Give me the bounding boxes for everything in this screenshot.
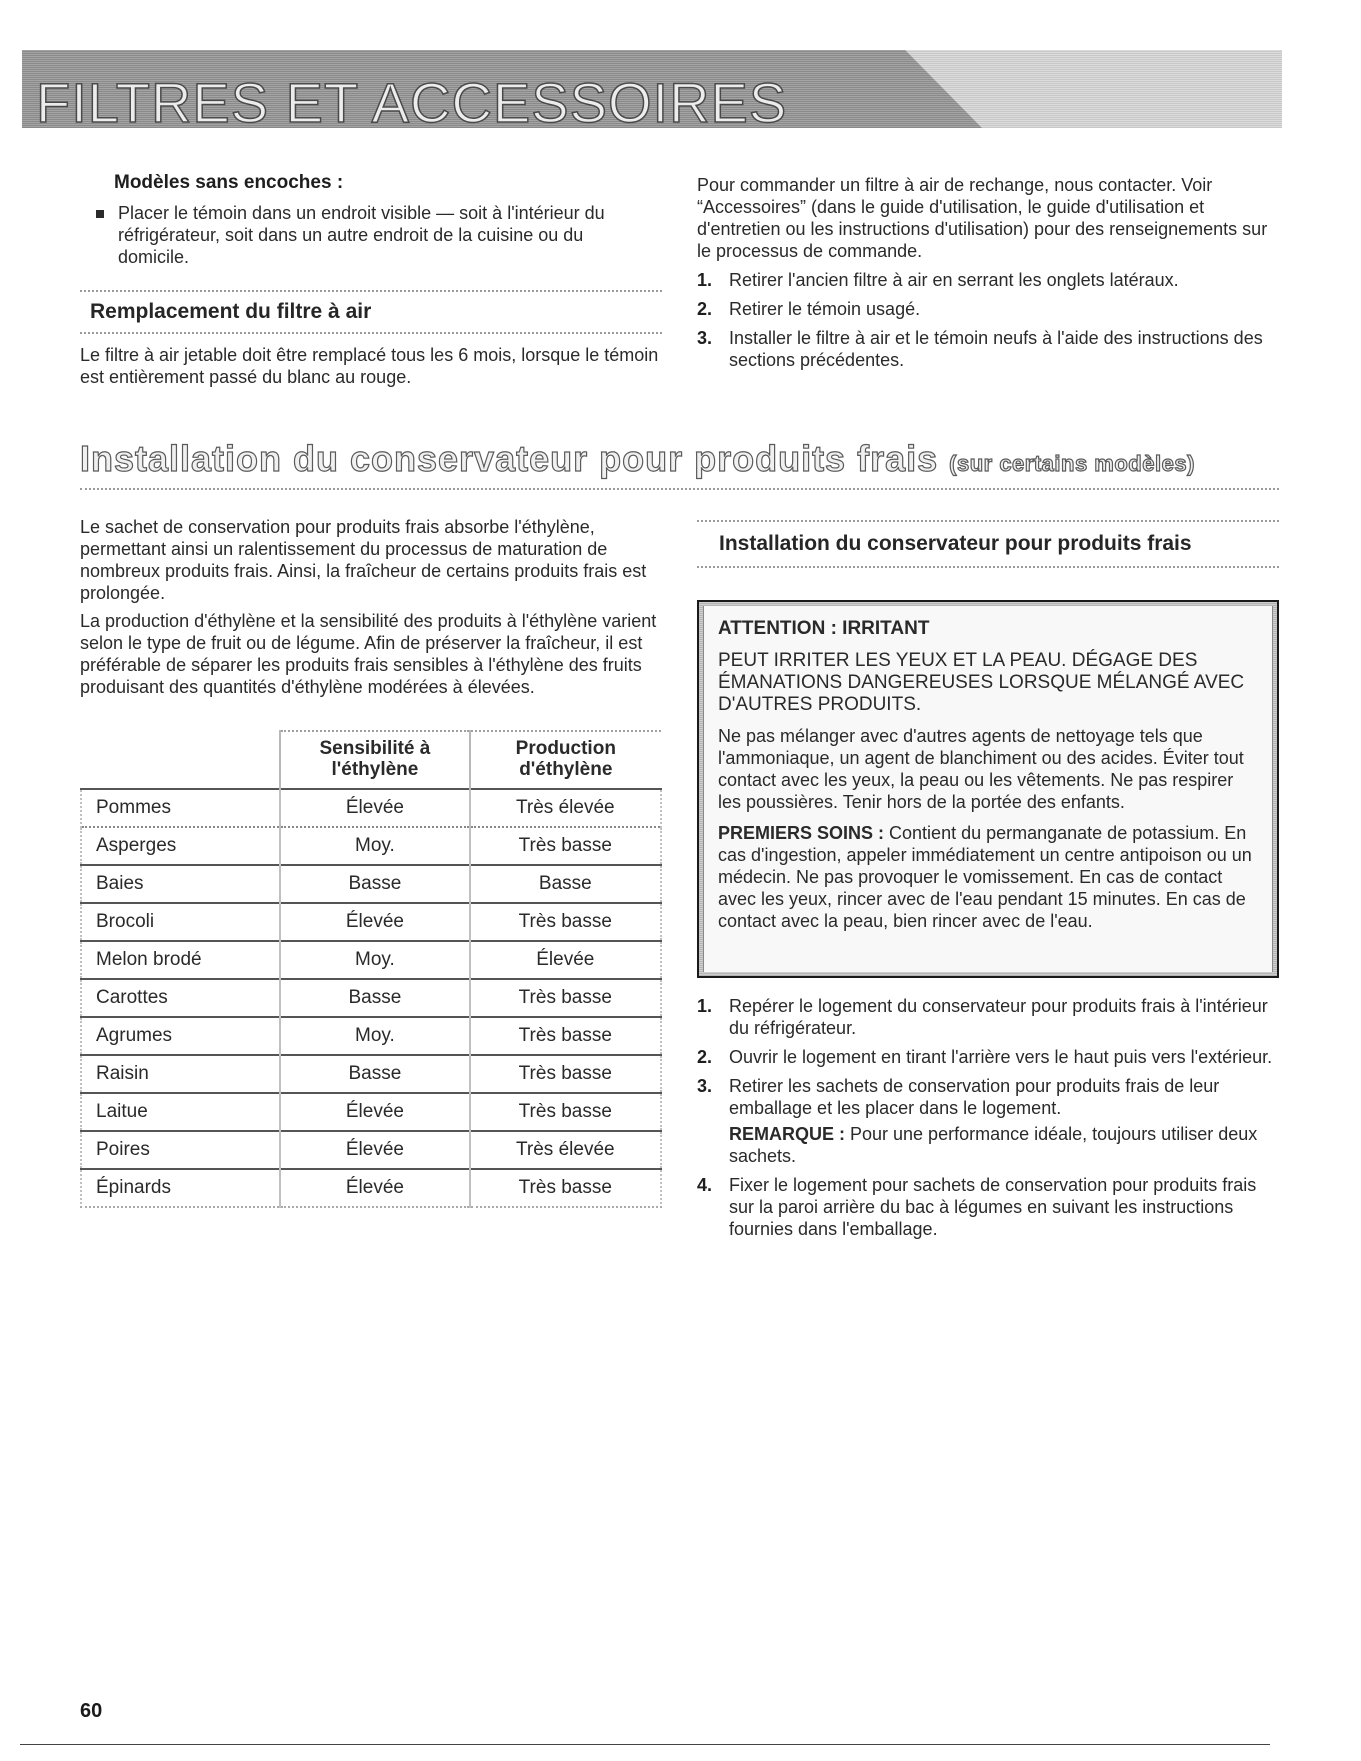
footer-rule bbox=[20, 1744, 1270, 1745]
table-cell: Agrumes bbox=[81, 1017, 280, 1055]
installation-steps-column bbox=[697, 988, 1279, 1240]
table-cell: Très basse bbox=[470, 903, 661, 941]
table-cell: Basse bbox=[470, 865, 661, 903]
step-text: Fixer le logement pour sachets de conservation pour produits frais sur la paroi arrière du bac à légumes en suivant les instructions fournies dans l'emballage. bbox=[729, 1175, 1257, 1239]
first-aid-text bbox=[718, 822, 1258, 932]
table-cell: Brocoli bbox=[81, 903, 280, 941]
first-aid-label: PREMIERS SOINS : bbox=[718, 823, 885, 843]
step-number: 1. bbox=[697, 270, 713, 290]
ethylene-paragraph-2: La production d'éthylène et la sensibilité des produits à l'éthylène varient selon le type de fruit ou de légume. Afin de préserver la fraîcheur, il est préférable de séparer les produits frais sensibles à l'éthylène des fruits produisant des quantités d'éthylène modérées à élevées. bbox=[80, 611, 657, 697]
table-row bbox=[81, 1131, 661, 1169]
installation-subhead-block bbox=[697, 520, 1279, 568]
step-item bbox=[697, 1046, 1279, 1068]
table-row bbox=[81, 1169, 661, 1207]
top-right-column bbox=[697, 174, 1279, 371]
step-number: 3. bbox=[697, 1076, 713, 1096]
table-cell: Melon brodé bbox=[81, 941, 280, 979]
warning-text: Ne pas mélanger avec d'autres agents de nettoyage tels que l'ammoniaque, un agent de blanchiment ou des acides. Éviter tout contact avec les yeux, la peau ou les vêtements. Ne pas respirer les poussières. Tenir hors de la portée des enfants. bbox=[718, 726, 1244, 812]
table-cell: Raisin bbox=[81, 1055, 280, 1093]
table-row bbox=[81, 827, 661, 865]
air-filter-paragraph: Le filtre à air jetable doit être remplacé tous les 6 mois, lorsque le témoin est entièrement passé du blanc au rouge. bbox=[80, 345, 659, 387]
table-cell: Élevée bbox=[470, 941, 661, 979]
step-number: 3. bbox=[697, 328, 713, 348]
table-row bbox=[81, 1017, 661, 1055]
installation-steps bbox=[697, 995, 1279, 1240]
table-header-row bbox=[81, 731, 661, 789]
table-header-cell bbox=[81, 731, 280, 789]
step-text: Retirer le témoin usagé. bbox=[729, 299, 921, 319]
section-title-note: (sur certains modèles) bbox=[949, 451, 1195, 476]
step-item bbox=[697, 327, 1279, 371]
table-row bbox=[81, 789, 661, 827]
ethylene-table bbox=[80, 730, 662, 1208]
table-cell: Élevée bbox=[280, 1093, 469, 1131]
table-cell: Élevée bbox=[280, 789, 469, 827]
table-cell: Moy. bbox=[280, 941, 469, 979]
section-divider bbox=[80, 488, 1279, 490]
table-cell: Élevée bbox=[280, 903, 469, 941]
step-number: 2. bbox=[697, 299, 713, 319]
step-item bbox=[697, 269, 1279, 291]
air-filter-subhead-block bbox=[80, 290, 662, 334]
table-cell: Très basse bbox=[470, 979, 661, 1017]
table-cell: Élevée bbox=[280, 1169, 469, 1207]
first-aid-body: Contient du permanganate de potassium. En cas d'ingestion, appeler immédiatement un centre antipoison ou un médecin. Ne pas provoquer le vomissement. En cas de contact avec les yeux, rincer avec de l'eau pendant 15 minutes. En cas de contact avec la peau, bien rincer avec de l'eau. bbox=[718, 823, 1252, 931]
table-row bbox=[81, 979, 661, 1017]
bullet-item bbox=[80, 202, 662, 268]
table-cell: Très élevée bbox=[470, 789, 661, 827]
table-row bbox=[81, 1093, 661, 1131]
table-cell: Poires bbox=[81, 1131, 280, 1169]
table-cell: Moy. bbox=[280, 827, 469, 865]
table-cell: Très élevée bbox=[470, 1131, 661, 1169]
step-item bbox=[697, 1075, 1279, 1167]
table-header-cell: Production d'éthylène bbox=[470, 731, 661, 789]
table-cell: Carottes bbox=[81, 979, 280, 1017]
table-cell: Pommes bbox=[81, 789, 280, 827]
step-text bbox=[729, 1075, 1279, 1167]
note-label: REMARQUE : bbox=[729, 1124, 845, 1144]
step-number: 1. bbox=[697, 996, 713, 1016]
table-row bbox=[81, 941, 661, 979]
warning-caps-text: PEUT IRRITER LES YEUX ET LA PEAU. DÉGAGE DES ÉMANATIONS DANGEREUSES LORSQUE MÉLANGÉ AVEC D'AUTRES PRODUITS. bbox=[718, 650, 1245, 715]
section-title bbox=[80, 438, 1195, 480]
table-cell: Très basse bbox=[470, 1169, 661, 1207]
section-title-main: Installation du conservateur pour produits frais bbox=[80, 438, 939, 479]
step-number: 2. bbox=[697, 1047, 713, 1067]
top-left-column bbox=[80, 172, 662, 388]
step-text-body: Retirer les sachets de conservation pour produits frais de leur emballage et les placer dans le logement. bbox=[729, 1076, 1220, 1118]
warning-content bbox=[703, 606, 1273, 972]
table-cell: Très basse bbox=[470, 1093, 661, 1131]
step-text: Installer le filtre à air et le témoin neufs à l'aide des instructions des sections précédentes. bbox=[729, 328, 1263, 370]
table-cell: Épinards bbox=[81, 1169, 280, 1207]
table-cell: Très basse bbox=[470, 827, 661, 865]
note-text: Pour une performance idéale, toujours utiliser deux sachets. bbox=[729, 1124, 1258, 1166]
installation-subhead-wrap bbox=[697, 520, 1279, 568]
replacement-steps bbox=[697, 269, 1279, 371]
table-cell: Laitue bbox=[81, 1093, 280, 1131]
produce-intro bbox=[80, 516, 662, 698]
page-number: 60 bbox=[80, 1700, 103, 1722]
table-cell: Baies bbox=[81, 865, 280, 903]
step-item bbox=[697, 298, 1279, 320]
step-item bbox=[697, 1174, 1279, 1240]
page-header-title: FILTRES ET ACCESSOIRES bbox=[36, 71, 788, 134]
ethylene-paragraph-1: Le sachet de conservation pour produits frais absorbe l'éthylène, permettant ainsi un ralentissement du processus de maturation de nombreux produits frais. Ainsi, la fraîcheur de certains produits frais est prolongée. bbox=[80, 517, 647, 603]
table-cell: Élevée bbox=[280, 1131, 469, 1169]
air-filter-subhead: Remplacement du filtre à air bbox=[90, 300, 372, 323]
step-text: Ouvrir le logement en tirant l'arrière vers le haut puis vers l'extérieur. bbox=[729, 1047, 1273, 1067]
warning-box bbox=[697, 600, 1279, 978]
table-row bbox=[81, 903, 661, 941]
table-cell: Basse bbox=[280, 865, 469, 903]
step-item bbox=[697, 995, 1279, 1039]
table-cell: Très basse bbox=[470, 1055, 661, 1093]
table-cell: Très basse bbox=[470, 1017, 661, 1055]
step-text: Retirer l'ancien filtre à air en serrant les onglets latéraux. bbox=[729, 270, 1179, 290]
bullet-text: Placer le témoin dans un endroit visible — soit à l'intérieur du réfrigérateur, soit dans un autre endroit de la cuisine ou du domicile. bbox=[118, 203, 605, 267]
table-cell: Moy. bbox=[280, 1017, 469, 1055]
installation-subhead: Installation du conservateur pour produits frais bbox=[719, 532, 1192, 555]
models-heading: Modèles sans encoches : bbox=[114, 172, 344, 193]
table-cell: Basse bbox=[280, 979, 469, 1017]
square-bullet-icon bbox=[96, 210, 104, 218]
table-row bbox=[81, 1055, 661, 1093]
order-intro: Pour commander un filtre à air de rechange, nous contacter. Voir “Accessoires” (dans le guide d'utilisation, le guide d'utilisation et d'entretien ou les instructions d'utilisation) pour des renseignements sur le processus de commande. bbox=[697, 175, 1268, 261]
table-header-cell: Sensibilité à l'éthylène bbox=[280, 731, 469, 789]
table-cell: Basse bbox=[280, 1055, 469, 1093]
warning-title: ATTENTION : IRRITANT bbox=[718, 618, 930, 639]
step-number: 4. bbox=[697, 1175, 713, 1195]
table-cell: Asperges bbox=[81, 827, 280, 865]
note bbox=[729, 1123, 1279, 1167]
step-text: Repérer le logement du conservateur pour produits frais à l'intérieur du réfrigérateur. bbox=[729, 996, 1268, 1038]
table-row bbox=[81, 865, 661, 903]
